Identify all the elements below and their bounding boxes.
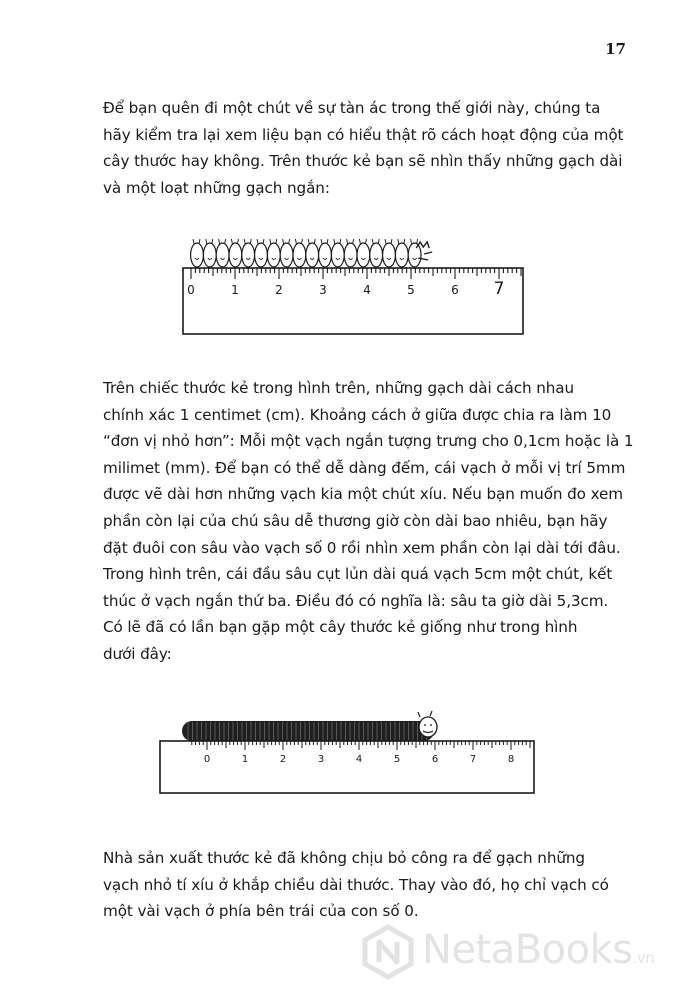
text-line: một vài vạch ở phía bên trái của con số 0. xyxy=(103,902,419,921)
caterpillar-segment xyxy=(319,243,332,267)
text-line: milimet (mm). Để bạn có thể dễ dàng đếm, cái vạch ở mỗi vị trí 5mm xyxy=(103,458,626,477)
ruler-1-illustration xyxy=(178,228,530,340)
paragraph-3 xyxy=(103,614,631,667)
caterpillar-segment xyxy=(255,243,268,267)
caterpillar-segment xyxy=(395,243,408,267)
caterpillar-segment xyxy=(191,243,204,267)
ruler-label: 0 xyxy=(187,283,195,297)
paragraph-2 xyxy=(103,375,634,614)
ruler-label: 6 xyxy=(451,283,459,297)
caterpillar-segment xyxy=(408,243,421,267)
ruler-label: 3 xyxy=(317,754,325,765)
ruler-figure-1 xyxy=(178,228,530,340)
caterpillar-segment xyxy=(344,243,357,267)
caterpillar-segment xyxy=(280,243,293,267)
text-line: được vẽ dài hơn những vạch kia một chút xíu. Nếu bạn muốn đo xem xyxy=(103,485,623,504)
text-line: Trong hình trên, cái đầu sâu cụt lủn dài quá vạch 5cm một chút, kết xyxy=(103,565,613,584)
ruler-label: 6 xyxy=(431,754,439,765)
ruler-label: 2 xyxy=(275,283,283,297)
text-line: và một loạt những gạch ngắn: xyxy=(103,178,330,197)
watermark-brand: NetaBooks xyxy=(422,927,633,973)
ruler-label: 1 xyxy=(241,754,249,765)
caterpillar-2 xyxy=(182,711,437,741)
text-line: hãy kiểm tra lại xem liệu bạn có hiểu thật rõ cách hoạt động của một xyxy=(103,125,624,144)
caterpillar-segment xyxy=(216,243,229,267)
text-line: chính xác 1 centimet (cm). Khoảng cách ở giữa được chia ra làm 10 xyxy=(103,405,612,424)
caterpillar-segment xyxy=(383,243,396,267)
ruler-label: 1 xyxy=(231,283,239,297)
text-line: Để bạn quên đi một chút về sự tàn ác trong thế giới này, chúng ta xyxy=(103,99,601,117)
ruler-2-illustration xyxy=(158,705,540,797)
caterpillar-segment xyxy=(331,243,344,267)
caterpillar-segment xyxy=(267,243,280,267)
text-line: Trên chiếc thước kẻ trong hình trên, những gạch dài cách nhau xyxy=(103,379,575,397)
ruler-figure-2 xyxy=(158,705,540,797)
text-line: vạch nhỏ tí xíu ở khắp chiều dài thước. Thay vào đó, họ chỉ vạch có xyxy=(103,875,609,894)
caterpillar-segment xyxy=(357,243,370,267)
caterpillar-segment xyxy=(370,243,383,267)
ruler-label: 7 xyxy=(469,754,477,765)
ruler-1-body xyxy=(183,268,523,334)
text-line: “đơn vị nhỏ hơn”: Mỗi một vạch ngắn tượng trưng cho 0,1cm hoặc là 1 xyxy=(103,432,634,451)
ruler-label: 8 xyxy=(507,754,515,765)
ruler-label: 0 xyxy=(203,754,211,765)
caterpillar-segment xyxy=(293,243,306,267)
caterpillar-1 xyxy=(191,239,433,267)
caterpillar-segment xyxy=(203,243,216,267)
text-line: phần còn lại của chú sâu dễ thương giờ còn dài bao nhiêu, bạn hãy xyxy=(103,511,608,530)
ruler-label: 2 xyxy=(279,754,287,765)
watermark xyxy=(360,924,690,984)
text-line: dưới đây: xyxy=(103,644,172,663)
caterpillar-segment xyxy=(242,243,255,267)
watermark-text xyxy=(422,927,654,973)
text-line: Có lẽ đã có lần bạn gặp một cây thước kẻ giống như trong hình xyxy=(103,618,578,636)
ruler-2-body xyxy=(160,741,534,793)
watermark-suffix: .vn xyxy=(632,949,655,967)
caterpillar-segment xyxy=(229,243,242,267)
ruler-label: 4 xyxy=(363,283,371,297)
text-line: thúc ở vạch ngắn thứ ba. Điều đó có nghĩa là: sâu ta giờ dài 5,3cm. xyxy=(103,591,609,610)
text-line: Nhà sản xuất thước kẻ đã không chịu bỏ công ra để gạch những xyxy=(103,849,585,867)
ruler-label: 3 xyxy=(319,283,327,297)
caterpillar-segment xyxy=(306,243,319,267)
paragraph-4 xyxy=(103,845,631,925)
caterpillar-head xyxy=(419,717,437,737)
ruler-label: 5 xyxy=(407,283,415,297)
paragraph-1 xyxy=(103,95,631,201)
text-line: đặt đuôi con sâu vào vạch số 0 rồi nhìn xem phần còn lại dài tới đâu. xyxy=(103,538,621,557)
ruler-label: 7 xyxy=(493,279,505,299)
text-line: cây thước hay không. Trên thước kẻ bạn sẽ nhìn thấy những gạch dài xyxy=(103,152,623,171)
ruler-label: 4 xyxy=(355,754,363,765)
netabooks-logo-icon xyxy=(360,924,416,980)
ruler-label: 5 xyxy=(393,754,401,765)
page-number: 17 xyxy=(605,40,626,58)
